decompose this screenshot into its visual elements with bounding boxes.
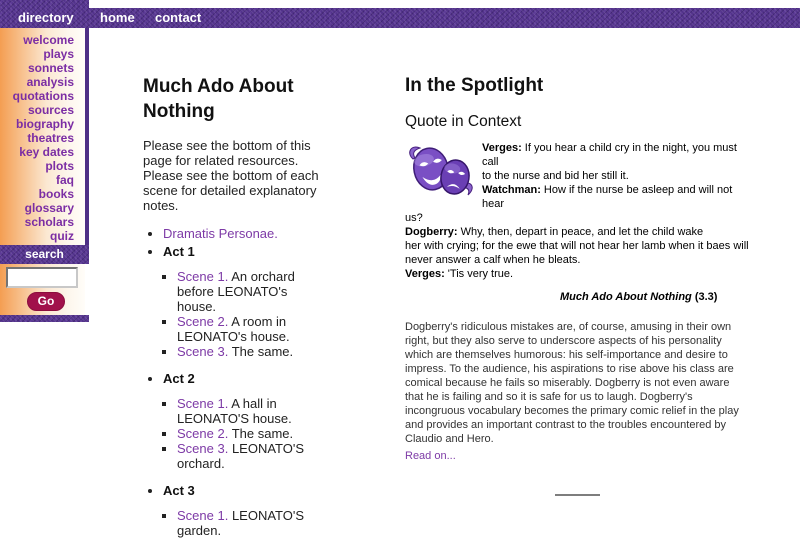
spotlight-section xyxy=(405,74,750,496)
analysis-text: Dogberry's ridiculous mistakes are, of course, amusing in their own right, but they also serve to underscore aspects of his personality which are themselves humorous: his self-importance and desire to impress. To the audience, his aspirations to rise above his class are comical because he fails so miserably. Dogberry is not even aware that he is failing and so it is safe for us to laugh. Dogberry's incongruous vocabulary becomes the primary comic relief in the play and provides an important contrast to the troubles encountered by Claudio and Hero. xyxy=(405,321,739,445)
scene-link[interactable]: Scene 3. xyxy=(177,441,229,456)
sidebar-item-welcome[interactable]: welcome xyxy=(23,33,74,47)
act-label: Act 1 xyxy=(163,244,195,259)
main-content xyxy=(143,74,319,538)
scene-link[interactable]: Scene 1. xyxy=(177,508,229,523)
sidebar-item-glossary[interactable]: glossary xyxy=(24,201,74,215)
quote-line: never answer a calf when he bleats. xyxy=(405,254,581,266)
speaker-name: Verges: xyxy=(405,268,445,280)
scene-link[interactable]: Scene 2. xyxy=(177,426,229,441)
list-item xyxy=(177,314,319,344)
quote-line: Watchman: How if the nurse be asleep and will not hear xyxy=(482,184,733,210)
list-item xyxy=(177,441,319,471)
scene-desc: The same. xyxy=(231,344,294,359)
top-bar-left xyxy=(0,0,89,28)
scene-link[interactable]: Scene 2. xyxy=(177,314,229,329)
toc-list xyxy=(143,226,319,538)
quote-line: her with crying; for the ewe that will not hear her lamb when it baes will xyxy=(405,240,749,252)
list-item xyxy=(177,396,319,426)
page-title: Much Ado About Nothing xyxy=(143,76,294,122)
quote-block xyxy=(405,141,750,281)
list-item xyxy=(177,344,319,359)
scene-link[interactable]: Scene 1. xyxy=(177,269,229,284)
divider xyxy=(555,494,600,496)
act-scene-ref: (3.3) xyxy=(691,291,718,303)
sidebar-nav xyxy=(0,28,89,245)
search-area xyxy=(0,264,85,315)
scene-desc: LEONATO'S garden. xyxy=(177,508,305,538)
speaker-name: Verges: xyxy=(482,142,522,154)
dramatis-personae-link[interactable]: Dramatis Personae. xyxy=(163,226,278,241)
sidebar-item-plots[interactable]: plots xyxy=(45,159,74,173)
act-label: Act 3 xyxy=(163,483,195,498)
sidebar-item-quiz[interactable]: quiz xyxy=(50,229,74,243)
search-go-button[interactable]: Go xyxy=(27,292,65,311)
search-input[interactable] xyxy=(6,267,78,288)
list-item xyxy=(177,508,319,538)
comedy-tragedy-masks-icon xyxy=(405,143,477,197)
sidebar-item-faq[interactable]: faq xyxy=(56,173,74,187)
list-item xyxy=(163,371,319,471)
quote-in-context-heading: Quote in Context xyxy=(405,113,522,130)
search-header: search xyxy=(0,245,89,264)
quote-line: Verges: If you hear a child cry in the night, you must call xyxy=(482,142,737,168)
quote-line: Verges: 'Tis very true. xyxy=(405,268,514,280)
speaker-name: Watchman: xyxy=(482,184,541,196)
scene-link[interactable]: Scene 1. xyxy=(177,396,229,411)
sidebar-bottom-bar xyxy=(0,315,89,322)
quote-line: us? xyxy=(405,212,423,224)
quote-attribution xyxy=(560,290,750,304)
scene-desc: The same. xyxy=(231,426,294,441)
scene-desc: A room in LEONATO's house. xyxy=(177,314,290,344)
scene-desc: A hall in LEONATO'S house. xyxy=(177,396,292,426)
scene-desc: LEONATO'S orchard. xyxy=(177,441,305,471)
sidebar-item-sonnets[interactable]: sonnets xyxy=(27,61,74,75)
quote-line: Dogberry: Why, then, depart in peace, and let the child wake xyxy=(405,226,704,238)
speaker-name: Dogberry: xyxy=(405,226,458,238)
act-label: Act 2 xyxy=(163,371,195,386)
sidebar-item-theatres[interactable]: theatres xyxy=(27,131,74,145)
list-item xyxy=(163,244,319,359)
nav-item-home[interactable]: home xyxy=(100,10,135,25)
list-item xyxy=(177,426,319,441)
sidebar-item-biography[interactable]: biography xyxy=(15,117,74,131)
list-item xyxy=(163,226,319,241)
nav-item-contact[interactable]: contact xyxy=(155,10,202,25)
sidebar-item-quotations[interactable]: quotations xyxy=(12,89,74,103)
sidebar-item-books[interactable]: books xyxy=(38,187,74,201)
spotlight-title: In the Spotlight xyxy=(405,75,544,96)
sidebar-item-scholars[interactable]: scholars xyxy=(24,215,74,229)
intro-text: Please see the bottom of this page for related resources. Please see the bottom of each scene for detailed explanatory notes. xyxy=(143,138,319,213)
sidebar-item-analysis[interactable]: analysis xyxy=(26,75,74,89)
list-item xyxy=(177,269,319,314)
sidebar-item-sources[interactable]: sources xyxy=(27,103,74,117)
scene-link[interactable]: Scene 3. xyxy=(177,344,229,359)
list-item xyxy=(163,483,319,538)
read-on-link[interactable]: Read on... xyxy=(405,450,456,462)
nav-item-directory[interactable]: directory xyxy=(18,10,74,25)
quote-line: to the nurse and bid her still it. xyxy=(482,170,629,182)
sidebar-item-plays[interactable]: plays xyxy=(43,47,74,61)
play-title: Much Ado About Nothing xyxy=(560,291,692,303)
top-nav-bar xyxy=(89,8,800,28)
scene-desc: An orchard before LEONATO's house. xyxy=(177,269,295,314)
sidebar-item-key-dates[interactable]: key dates xyxy=(19,145,74,159)
